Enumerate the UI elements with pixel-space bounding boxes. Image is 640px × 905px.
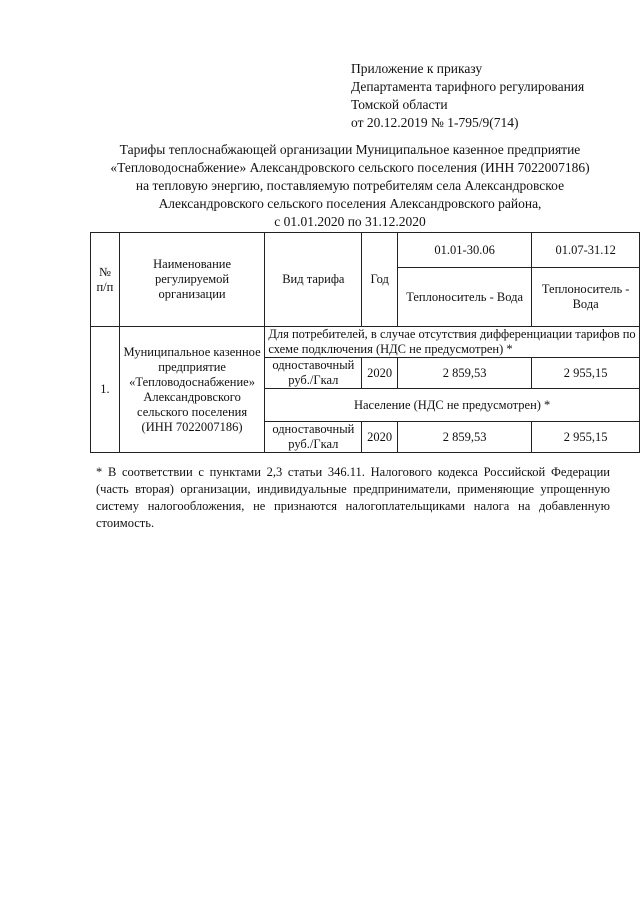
group-consumers-year: 2020: [362, 358, 398, 389]
title-period-line: с 01.01.2020 по 31.12.2020: [274, 214, 426, 229]
appendix-line: Департамента тарифного регулирования: [351, 79, 585, 94]
group-population-label: Население (НДС не предусмотрен) *: [265, 389, 640, 422]
row-organization: Муниципальное казенное предприятие «Тепловодоснабжение» Александровского сельского поселения (ИНН 7022007186): [119, 327, 264, 453]
row-num: 1.: [91, 327, 120, 453]
header-period-2: 01.07-31.12: [532, 233, 640, 268]
title-line: Тарифы теплоснабжающей организации Муниципальное казенное предприятие: [119, 142, 581, 157]
table-row: [91, 327, 640, 358]
header-carrier-1: Теплоноситель - Вода: [397, 268, 531, 327]
header-carrier-2: Теплоноситель - Вода: [532, 268, 640, 327]
group-consumers-value-2: 2 955,15: [532, 358, 640, 389]
header-num: № п/п: [91, 233, 120, 327]
footnote: * В соответствии с пунктами 2,3 статьи 346.11. Налогового кодекса Российской Федерации (часть вторая) организации, индивидуальные предприниматели, применяющие упрощенную систему налогообложения, не признаются налогоплательщиками налога на добавленную стоимость.: [96, 465, 610, 530]
group-population-value-1: 2 859,53: [397, 422, 531, 453]
appendix-line: Приложение к приказу: [351, 61, 483, 76]
title-line: Александровского сельского поселения Александровского района,: [158, 196, 542, 211]
header-period-1: 01.01-30.06: [397, 233, 531, 268]
group-consumers-tariff-type: одноставочный руб./Гкал: [265, 358, 362, 389]
header-organization: Наименование регулируемой организации: [119, 233, 264, 327]
table-header-row: [91, 233, 640, 268]
appendix-order-number: от 20.12.2019 № 1-795/9(714): [351, 115, 519, 130]
group-population-tariff-type: одноставочный руб./Гкал: [265, 422, 362, 453]
group-population-year: 2020: [362, 422, 398, 453]
header-year: Год: [362, 233, 398, 327]
appendix-block: [351, 60, 584, 132]
group-population-value-2: 2 955,15: [532, 422, 640, 453]
group-consumers-value-1: 2 859,53: [397, 358, 531, 389]
title-line: на тепловую энергию, поставляемую потребителям села Александровское: [135, 178, 565, 193]
document-title: [60, 141, 640, 231]
appendix-line: Томской области: [351, 97, 448, 112]
title-line: «Тепловодоснабжение» Александровского сельского поселения (ИНН 7022007186): [110, 160, 590, 175]
group-consumers-label: Для потребителей, в случае отсутствия дифференциации тарифов по схеме подключения (НДС не предусмотрен) *: [265, 327, 640, 358]
header-tariff-type: Вид тарифа: [265, 233, 362, 327]
tariff-table: [90, 232, 640, 453]
